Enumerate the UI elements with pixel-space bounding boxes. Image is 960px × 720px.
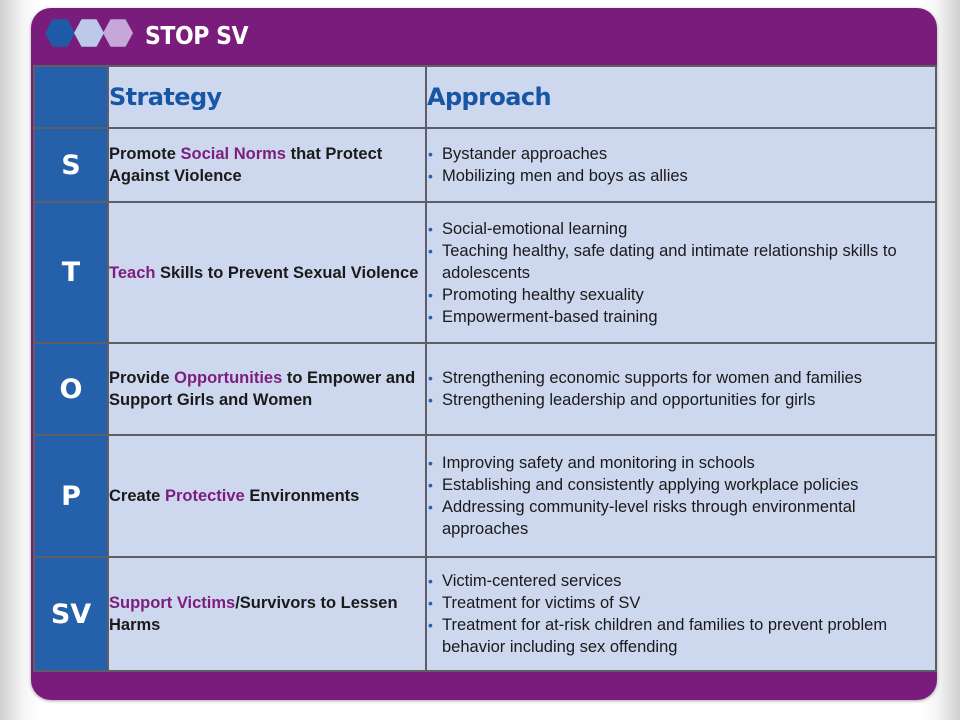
stop-sv-panel: [31, 8, 937, 700]
strategy-cell: [108, 557, 426, 671]
row-letter: T: [34, 202, 108, 343]
header-bar: [31, 8, 937, 66]
strategy-highlight: Social Norms: [180, 145, 286, 163]
row-letter: P: [34, 435, 108, 557]
approach-cell: [426, 557, 936, 671]
strategy-text: that Protect Against Violence: [109, 145, 383, 185]
list-item: • Treatment for victims of SV: [427, 592, 935, 614]
strategy-cell: [108, 435, 426, 557]
lavender-hexagon-icon: [103, 18, 133, 48]
header-letter-cell: [34, 66, 108, 128]
list-item: • Promoting healthy sexuality: [427, 284, 935, 306]
strategy-cell: [108, 128, 426, 202]
table-row: [34, 343, 936, 435]
list-item: • Treatment for at-risk children and families to prevent problem behavior including sex offending: [427, 614, 935, 658]
list-item: • Social-emotional learning: [427, 218, 935, 240]
list-item: • Mobilizing men and boys as allies: [427, 165, 935, 187]
strategy-cell: [108, 202, 426, 343]
approach-list: [427, 452, 935, 540]
header-row: [34, 66, 936, 128]
approach-cell: [426, 128, 936, 202]
approach-column-header: Approach: [426, 66, 936, 128]
row-letter: S: [34, 128, 108, 202]
strategy-table: [33, 65, 937, 672]
strategy-text: Environments: [244, 487, 360, 505]
table-row: [34, 557, 936, 671]
row-letter: SV: [34, 557, 108, 671]
list-item: • Bystander approaches: [427, 143, 935, 165]
approach-list: [427, 218, 935, 328]
approach-list: [427, 570, 935, 658]
strategy-highlight: Support Victims: [109, 594, 236, 612]
strategy-text: Skills to Prevent Sexual Violence: [155, 263, 419, 282]
list-item: • Strengthening economic supports for women and families: [427, 367, 935, 389]
list-item: • Strengthening leadership and opportunities for girls: [427, 389, 935, 411]
strategy-text: Promote: [109, 145, 181, 163]
strategy-text: /Survivors to Lessen Harms: [109, 594, 398, 634]
approach-cell: [426, 343, 936, 435]
list-item: • Victim-centered services: [427, 570, 935, 592]
strategy-highlight: Teach: [109, 263, 156, 282]
footer-bar: [31, 670, 937, 700]
strategy-highlight: Protective: [164, 487, 245, 505]
list-item: • Establishing and consistently applying workplace policies: [427, 474, 935, 496]
strategy-cell: [108, 343, 426, 435]
list-item: • Addressing community-level risks through environmental approaches: [427, 496, 935, 540]
approach-cell: [426, 202, 936, 343]
approach-cell: [426, 435, 936, 557]
table-row: [34, 128, 936, 202]
list-item: • Improving safety and monitoring in schools: [427, 452, 935, 474]
approach-list: [427, 143, 935, 187]
strategy-column-header: Strategy: [108, 66, 426, 128]
list-item: • Empowerment-based training: [427, 306, 935, 328]
approach-list: [427, 367, 935, 411]
strategy-text: Create: [109, 487, 165, 505]
row-letter: O: [34, 343, 108, 435]
table-row: [34, 202, 936, 343]
light-blue-hexagon-icon: [74, 18, 104, 48]
table-row: [34, 435, 936, 557]
blue-hexagon-icon: [45, 18, 75, 48]
list-item: • Teaching healthy, safe dating and intimate relationship skills to adolescents: [427, 240, 935, 284]
strategy-text: Provide: [109, 369, 175, 387]
strategy-text: to Empower and Support Girls and Women: [109, 369, 416, 409]
page-title: STOP SV: [145, 21, 249, 50]
strategy-highlight: Opportunities: [174, 369, 283, 387]
